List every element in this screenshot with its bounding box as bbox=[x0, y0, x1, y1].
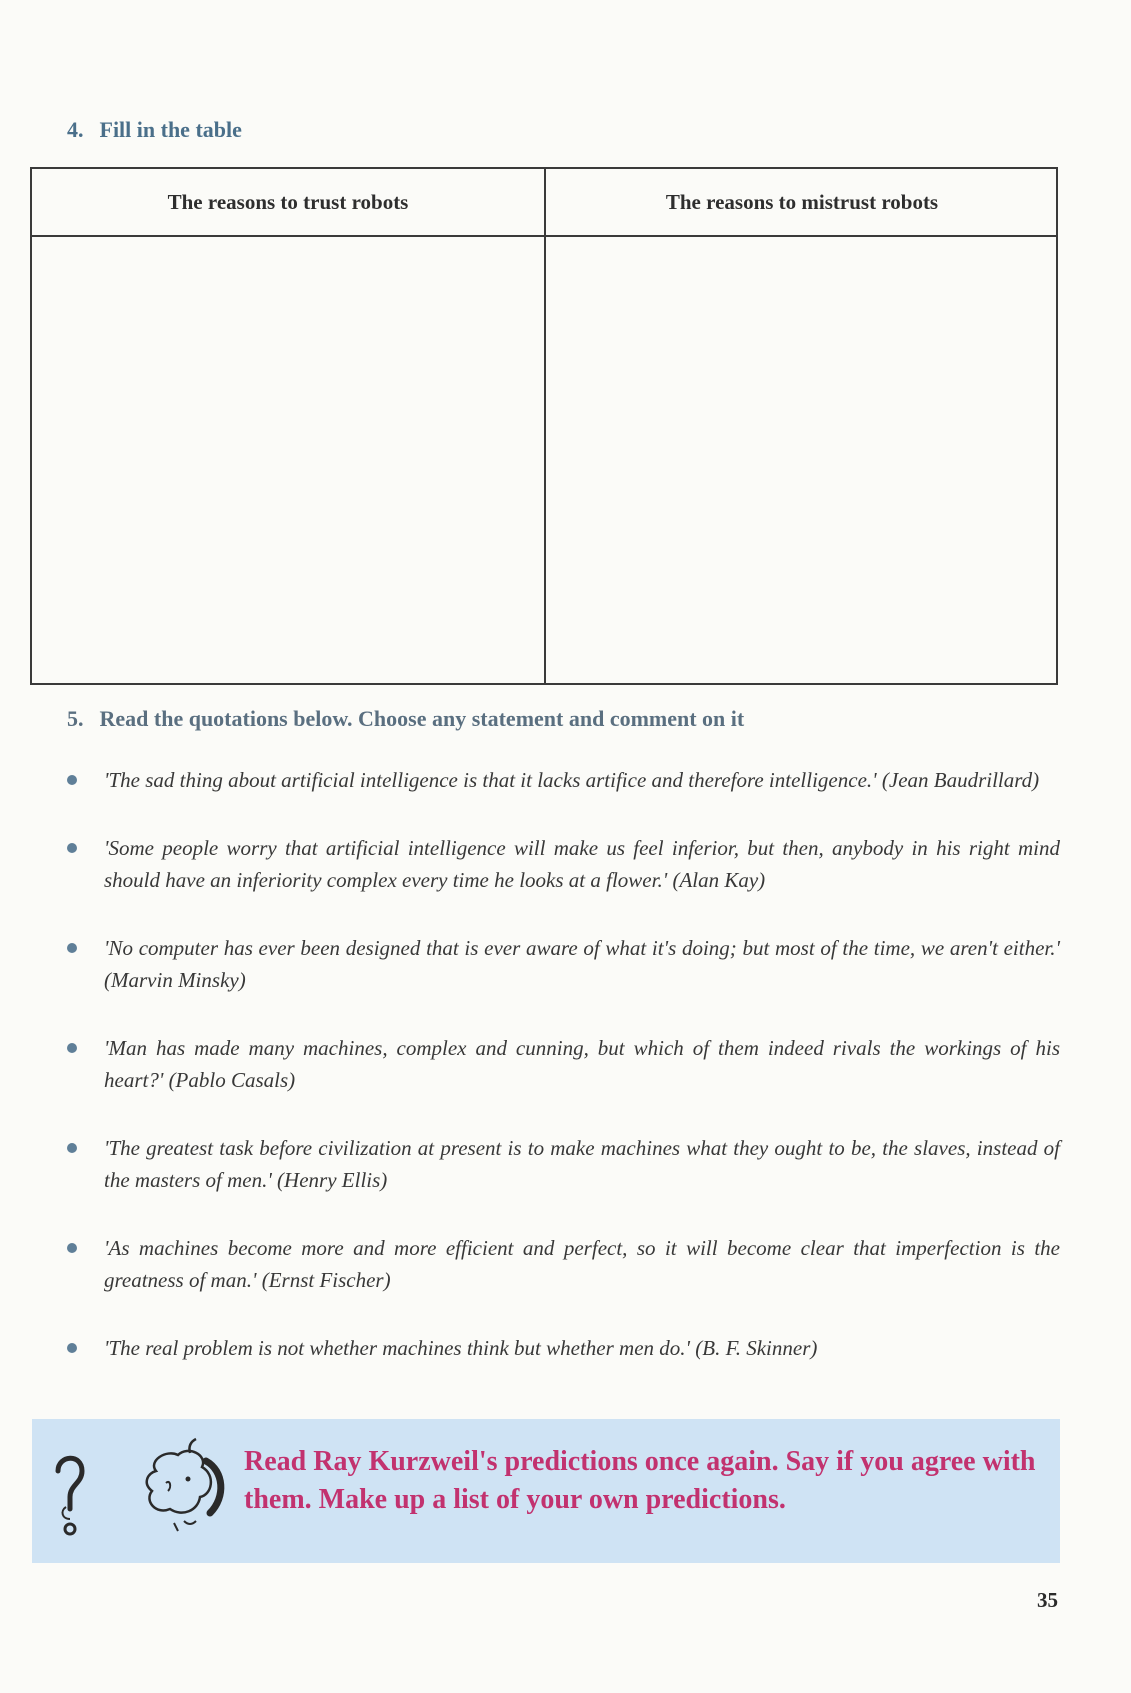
page-number: 35 bbox=[1037, 1588, 1058, 1612]
quotation-item bbox=[66, 1132, 1060, 1196]
task-4-title: Fill in the table bbox=[99, 117, 242, 142]
quotation-item bbox=[66, 764, 1060, 796]
discussion-callout bbox=[32, 1419, 1060, 1563]
table-cell-trust[interactable] bbox=[32, 237, 544, 683]
bullet-icon bbox=[67, 1343, 77, 1353]
quotation-text: 'Some people worry that artificial intelligence will make us feel inferior, but then, anybody in his right mind should have an inferiority complex every time he looks at a flower.' (Alan Kay) bbox=[104, 836, 1060, 892]
quotation-item bbox=[66, 1032, 1060, 1096]
quotation-list bbox=[66, 764, 1060, 1400]
question-mark-icon bbox=[52, 1449, 88, 1539]
quotation-item bbox=[66, 932, 1060, 996]
table-header-trust: The reasons to trust robots bbox=[167, 189, 409, 214]
task-4-number: 4. bbox=[67, 117, 84, 142]
quotation-item bbox=[66, 1332, 1060, 1364]
bullet-icon bbox=[67, 1143, 77, 1153]
quotation-text: 'Man has made many machines, complex and cunning, but which of them indeed rivals the workings of his heart?' (Pablo Casals) bbox=[104, 1036, 1060, 1092]
table-header-mistrust: The reasons to mistrust robots bbox=[665, 189, 939, 214]
callout-text: Read Ray Kurzweil's predictions once again. Say if you agree with them. Make up a list of your own predictions. bbox=[244, 1446, 1036, 1515]
quotation-text: 'No computer has ever been designed that is ever aware of what it's doing; but most of the time, we aren't either.' (Marvin Minsky) bbox=[104, 936, 1060, 992]
quotation-text: 'The sad thing about artificial intelligence is that it lacks artifice and therefore intelligence.' (Jean Baudrillard) bbox=[104, 768, 1040, 792]
quotation-item bbox=[66, 1232, 1060, 1296]
bullet-icon bbox=[67, 943, 77, 953]
task-4-heading bbox=[67, 117, 242, 143]
trust-mistrust-table bbox=[30, 167, 1058, 685]
bullet-icon bbox=[67, 775, 77, 785]
quotation-text: 'As machines become more and more efficient and perfect, so it will become clear that imperfection is the greatness of man.' (Ernst Fischer) bbox=[104, 1236, 1060, 1292]
bullet-icon bbox=[67, 843, 77, 853]
quotation-item bbox=[66, 832, 1060, 896]
thinking-head-icon bbox=[126, 1431, 234, 1539]
quotation-text: 'The greatest task before civilization at present is to make machines what they ought to be, the slaves, instead of the masters of men.' (Henry Ellis) bbox=[104, 1136, 1060, 1192]
task-5-number: 5. bbox=[67, 706, 84, 731]
bullet-icon bbox=[67, 1243, 77, 1253]
task-5-heading bbox=[67, 706, 744, 732]
bullet-icon bbox=[67, 1043, 77, 1053]
table-cell-mistrust[interactable] bbox=[546, 237, 1056, 683]
task-5-title: Read the quotations below. Choose any statement and comment on it bbox=[99, 706, 745, 731]
quotation-text: 'The real problem is not whether machines think but whether men do.' (B. F. Skinner) bbox=[104, 1336, 818, 1360]
